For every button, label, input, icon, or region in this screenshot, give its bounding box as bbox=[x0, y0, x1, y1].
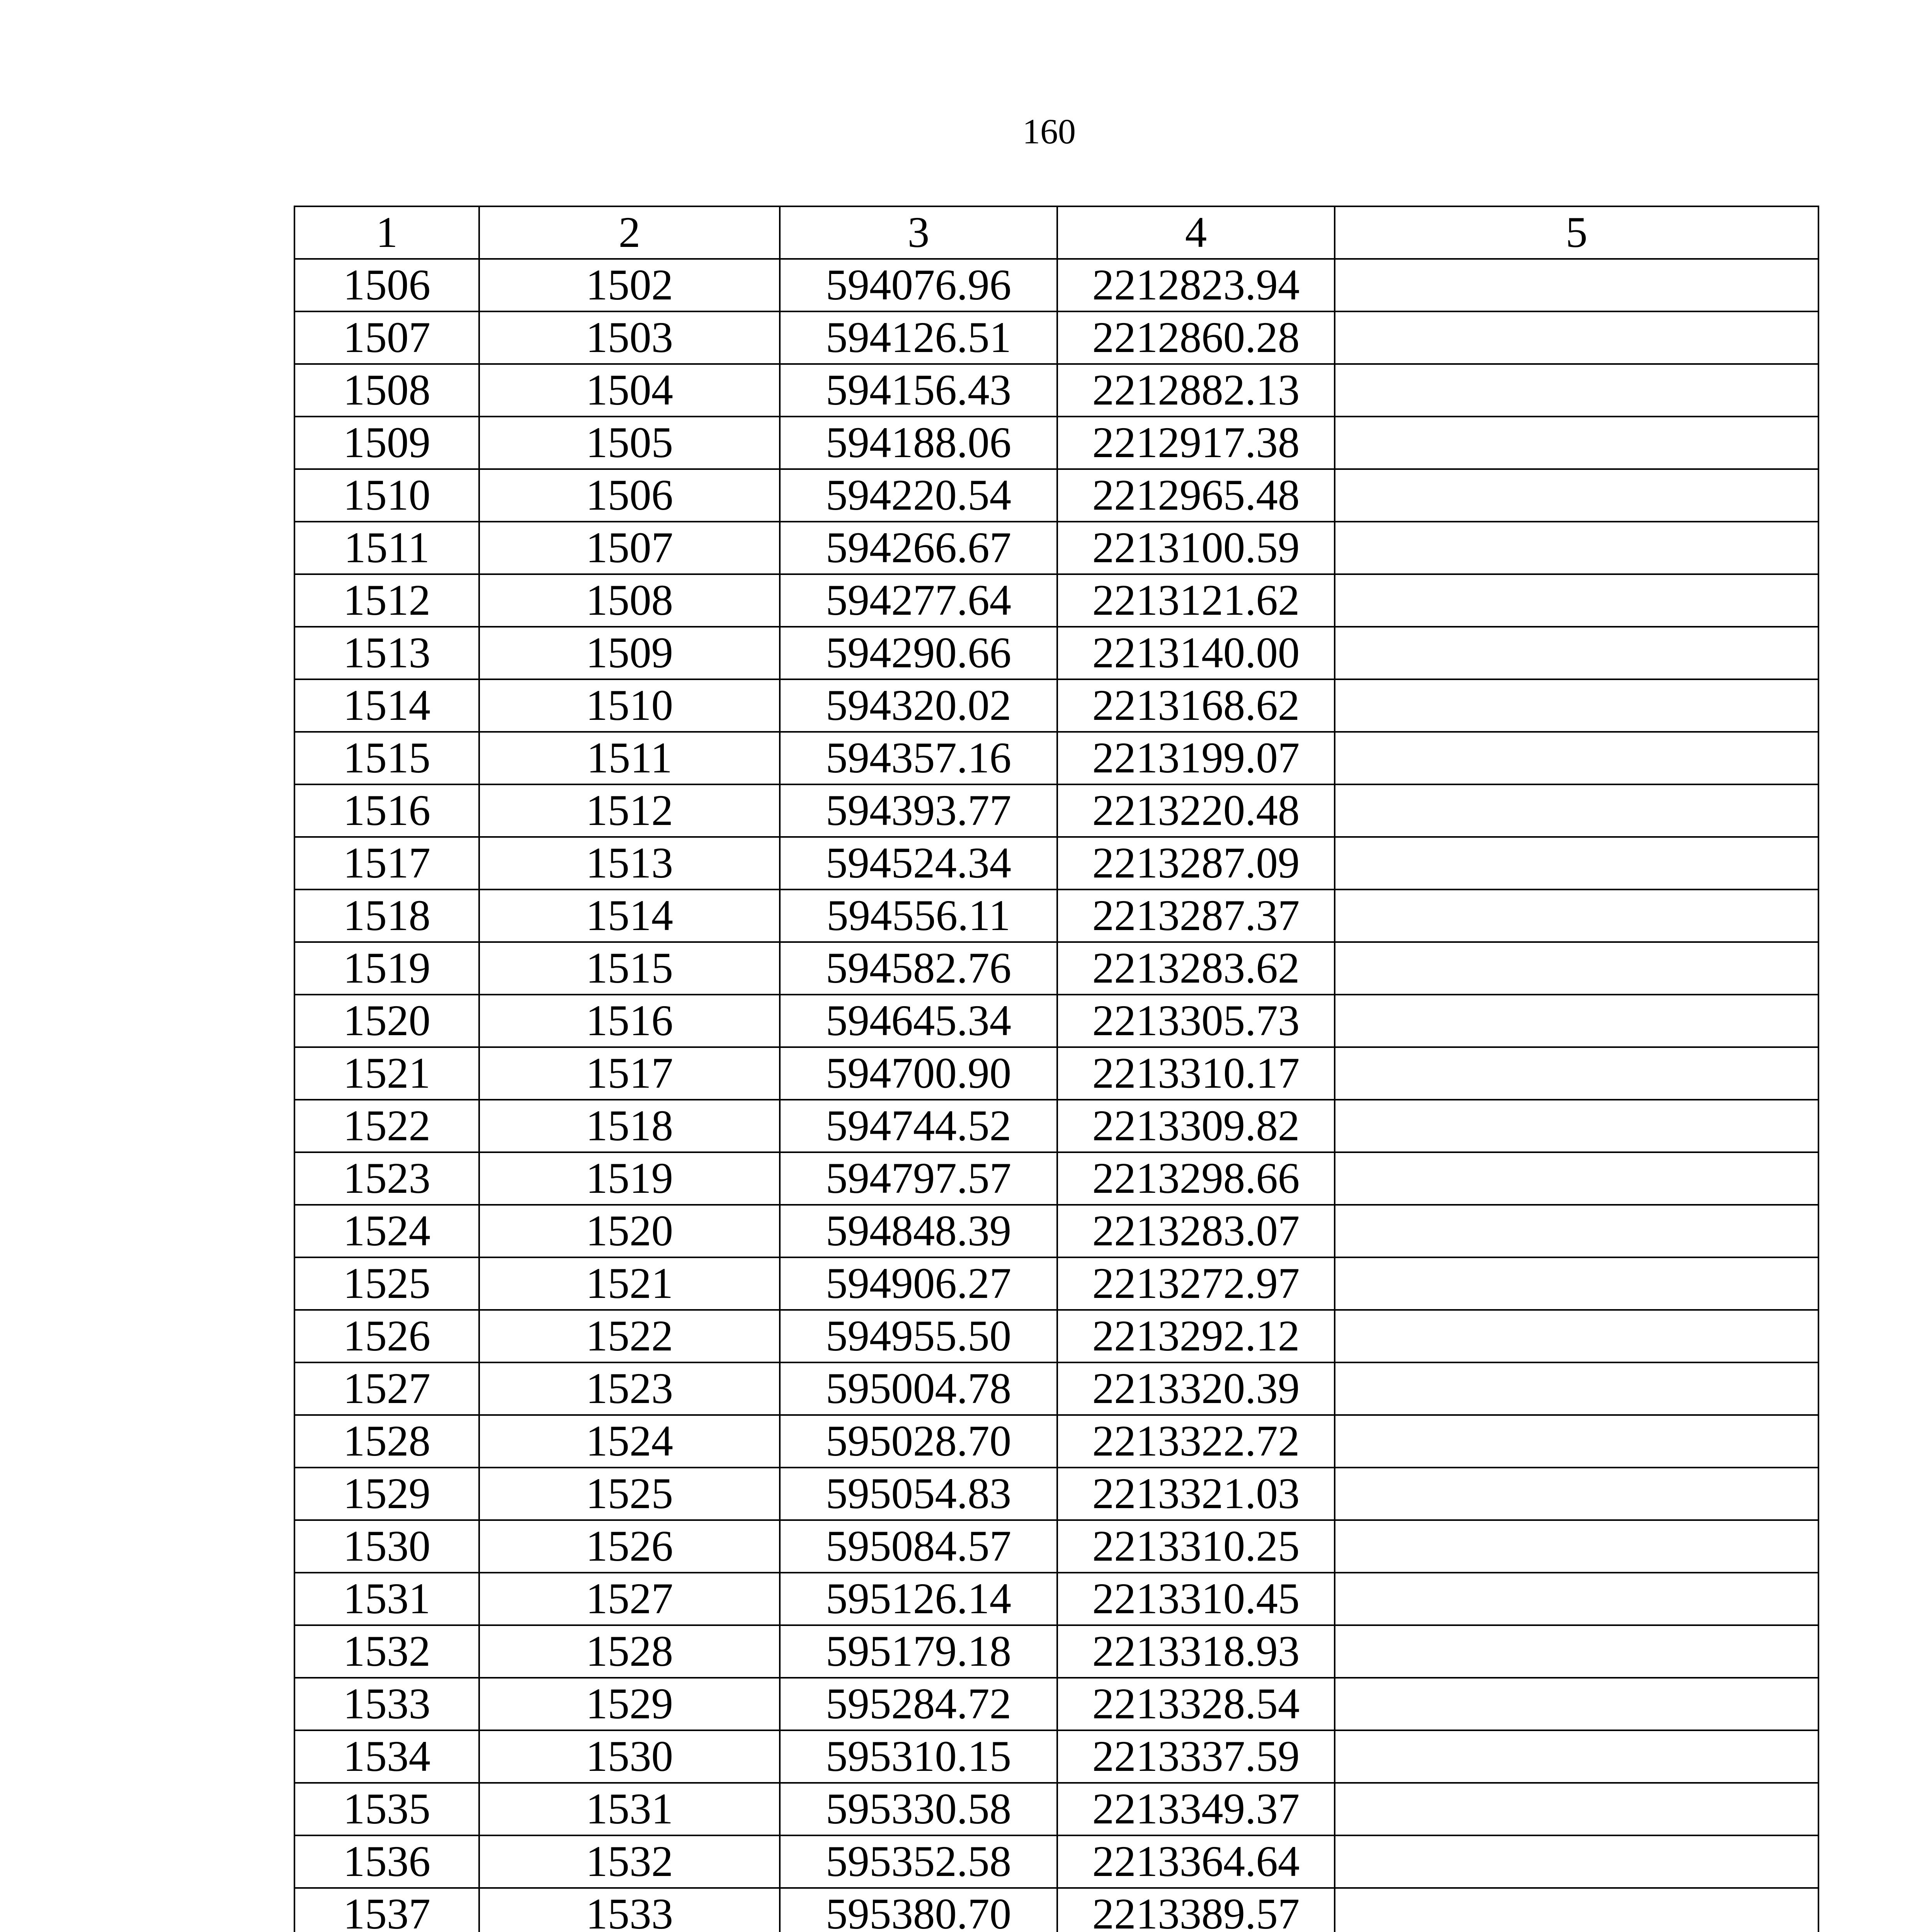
table-cell-col-4: 2213287.09 bbox=[1057, 837, 1335, 889]
table-cell-col-1: 1507 bbox=[294, 311, 479, 364]
table-cell-col-2: 1522 bbox=[479, 1310, 780, 1362]
table-row bbox=[294, 889, 1818, 942]
table-row bbox=[294, 1205, 1818, 1257]
table-cell-col-4: 2213322.72 bbox=[1057, 1415, 1335, 1468]
table-cell-col-2: 1532 bbox=[479, 1835, 780, 1888]
table-cell-col-5 bbox=[1335, 259, 1818, 311]
table-row bbox=[294, 995, 1818, 1047]
table-cell-col-3: 594220.54 bbox=[780, 469, 1057, 522]
table-cell-col-4: 2213292.12 bbox=[1057, 1310, 1335, 1362]
table-cell-col-4: 2213287.37 bbox=[1057, 889, 1335, 942]
table-row bbox=[294, 1625, 1818, 1678]
table-cell-col-4: 2213220.48 bbox=[1057, 784, 1335, 837]
table-cell-col-3: 594076.96 bbox=[780, 259, 1057, 311]
table-cell-col-5 bbox=[1335, 732, 1818, 784]
table-cell-col-1: 1537 bbox=[294, 1888, 479, 1932]
table-cell-col-1: 1519 bbox=[294, 942, 479, 995]
table-cell-col-2: 1515 bbox=[479, 942, 780, 995]
table-row bbox=[294, 574, 1818, 627]
table-cell-col-5 bbox=[1335, 784, 1818, 837]
table-cell-col-5 bbox=[1335, 995, 1818, 1047]
table-cell-col-3: 595352.58 bbox=[780, 1835, 1057, 1888]
table-cell-col-2: 1527 bbox=[479, 1573, 780, 1625]
table-cell-col-4: 2213310.45 bbox=[1057, 1573, 1335, 1625]
table-cell-col-2: 1520 bbox=[479, 1205, 780, 1257]
table-cell-col-1: 1518 bbox=[294, 889, 479, 942]
table-row bbox=[294, 1362, 1818, 1415]
table-cell-col-4: 2213305.73 bbox=[1057, 995, 1335, 1047]
table-cell-col-4: 2213283.07 bbox=[1057, 1205, 1335, 1257]
table-cell-col-2: 1518 bbox=[479, 1100, 780, 1152]
table-row bbox=[294, 837, 1818, 889]
table-cell-col-5 bbox=[1335, 1678, 1818, 1730]
table-cell-col-5 bbox=[1335, 574, 1818, 627]
table-row bbox=[294, 1100, 1818, 1152]
table-cell-col-4: 2213168.62 bbox=[1057, 679, 1335, 732]
table-cell-col-5 bbox=[1335, 942, 1818, 995]
table-cell-col-3: 594126.51 bbox=[780, 311, 1057, 364]
table-cell-col-3: 594156.43 bbox=[780, 364, 1057, 417]
table-cell-col-5 bbox=[1335, 311, 1818, 364]
table-cell-col-1: 1509 bbox=[294, 417, 479, 469]
table-row bbox=[294, 1783, 1818, 1835]
table-cell-col-5 bbox=[1335, 1730, 1818, 1783]
table-cell-col-2: 1521 bbox=[479, 1257, 780, 1310]
table-cell-col-5 bbox=[1335, 469, 1818, 522]
table-row bbox=[294, 1678, 1818, 1730]
table-header bbox=[294, 206, 1818, 259]
table-row bbox=[294, 1415, 1818, 1468]
table-cell-col-1: 1510 bbox=[294, 469, 479, 522]
table-cell-col-1: 1534 bbox=[294, 1730, 479, 1783]
table-row bbox=[294, 1730, 1818, 1783]
table-cell-col-5 bbox=[1335, 837, 1818, 889]
column-header-5: 5 bbox=[1335, 206, 1818, 259]
table-cell-col-2: 1514 bbox=[479, 889, 780, 942]
table-cell-col-1: 1517 bbox=[294, 837, 479, 889]
table-cell-col-2: 1525 bbox=[479, 1468, 780, 1520]
table-cell-col-2: 1531 bbox=[479, 1783, 780, 1835]
table-cell-col-5 bbox=[1335, 1257, 1818, 1310]
table-cell-col-1: 1521 bbox=[294, 1047, 479, 1100]
table-cell-col-1: 1533 bbox=[294, 1678, 479, 1730]
table-cell-col-4: 2212917.38 bbox=[1057, 417, 1335, 469]
table-cell-col-2: 1502 bbox=[479, 259, 780, 311]
header-row bbox=[294, 206, 1818, 259]
table-row bbox=[294, 732, 1818, 784]
table-cell-col-1: 1506 bbox=[294, 259, 479, 311]
table-row bbox=[294, 627, 1818, 679]
table-row bbox=[294, 1310, 1818, 1362]
table-cell-col-2: 1508 bbox=[479, 574, 780, 627]
table-cell-col-3: 594700.90 bbox=[780, 1047, 1057, 1100]
table-cell-col-4: 2213328.54 bbox=[1057, 1678, 1335, 1730]
table-cell-col-1: 1514 bbox=[294, 679, 479, 732]
table-cell-col-5 bbox=[1335, 679, 1818, 732]
table-row bbox=[294, 1047, 1818, 1100]
table-cell-col-5 bbox=[1335, 1100, 1818, 1152]
table-row bbox=[294, 679, 1818, 732]
table-cell-col-2: 1512 bbox=[479, 784, 780, 837]
table-cell-col-1: 1536 bbox=[294, 1835, 479, 1888]
table-cell-col-1: 1516 bbox=[294, 784, 479, 837]
table-cell-col-1: 1525 bbox=[294, 1257, 479, 1310]
page-number: 160 bbox=[1022, 112, 1076, 151]
table-cell-col-1: 1515 bbox=[294, 732, 479, 784]
table-cell-col-3: 595054.83 bbox=[780, 1468, 1057, 1520]
table-cell-col-1: 1511 bbox=[294, 522, 479, 574]
table-cell-col-3: 594848.39 bbox=[780, 1205, 1057, 1257]
table-cell-col-3: 594290.66 bbox=[780, 627, 1057, 679]
table-cell-col-4: 2213310.17 bbox=[1057, 1047, 1335, 1100]
table-cell-col-5 bbox=[1335, 1520, 1818, 1573]
table-cell-col-2: 1523 bbox=[479, 1362, 780, 1415]
table-cell-col-3: 594277.64 bbox=[780, 574, 1057, 627]
table-cell-col-3: 594582.76 bbox=[780, 942, 1057, 995]
table-row bbox=[294, 522, 1818, 574]
table-cell-col-1: 1524 bbox=[294, 1205, 479, 1257]
table-cell-col-4: 2213389.57 bbox=[1057, 1888, 1335, 1932]
table-cell-col-5 bbox=[1335, 417, 1818, 469]
table-cell-col-1: 1522 bbox=[294, 1100, 479, 1152]
table-cell-col-1: 1535 bbox=[294, 1783, 479, 1835]
table-cell-col-3: 595380.70 bbox=[780, 1888, 1057, 1932]
table-cell-col-5 bbox=[1335, 1573, 1818, 1625]
table-row bbox=[294, 1152, 1818, 1205]
table-cell-col-2: 1529 bbox=[479, 1678, 780, 1730]
column-header-4: 4 bbox=[1057, 206, 1335, 259]
column-header-3: 3 bbox=[780, 206, 1057, 259]
table-cell-col-3: 594797.57 bbox=[780, 1152, 1057, 1205]
table-cell-col-3: 595330.58 bbox=[780, 1783, 1057, 1835]
table-cell-col-2: 1526 bbox=[479, 1520, 780, 1573]
table-cell-col-1: 1523 bbox=[294, 1152, 479, 1205]
table-cell-col-4: 2213283.62 bbox=[1057, 942, 1335, 995]
table-cell-col-5 bbox=[1335, 364, 1818, 417]
table-row bbox=[294, 417, 1818, 469]
table-cell-col-1: 1513 bbox=[294, 627, 479, 679]
table-cell-col-3: 595084.57 bbox=[780, 1520, 1057, 1573]
table-cell-col-3: 595004.78 bbox=[780, 1362, 1057, 1415]
table-cell-col-1: 1508 bbox=[294, 364, 479, 417]
table-cell-col-5 bbox=[1335, 1888, 1818, 1932]
table-cell-col-4: 2213364.64 bbox=[1057, 1835, 1335, 1888]
table-row bbox=[294, 1257, 1818, 1310]
table-cell-col-2: 1524 bbox=[479, 1415, 780, 1468]
table-cell-col-4: 2213321.03 bbox=[1057, 1468, 1335, 1520]
table-cell-col-3: 594645.34 bbox=[780, 995, 1057, 1047]
table-cell-col-3: 594955.50 bbox=[780, 1310, 1057, 1362]
table-cell-col-4: 2213349.37 bbox=[1057, 1783, 1335, 1835]
table-row bbox=[294, 259, 1818, 311]
table-cell-col-2: 1505 bbox=[479, 417, 780, 469]
table-cell-col-1: 1520 bbox=[294, 995, 479, 1047]
table-cell-col-4: 2213337.59 bbox=[1057, 1730, 1335, 1783]
table-cell-col-4: 2213100.59 bbox=[1057, 522, 1335, 574]
table-cell-col-3: 594266.67 bbox=[780, 522, 1057, 574]
table-cell-col-4: 2213309.82 bbox=[1057, 1100, 1335, 1152]
table-cell-col-5 bbox=[1335, 1047, 1818, 1100]
table-cell-col-3: 595179.18 bbox=[780, 1625, 1057, 1678]
table-cell-col-4: 2212882.13 bbox=[1057, 364, 1335, 417]
table-cell-col-5 bbox=[1335, 1415, 1818, 1468]
table-cell-col-3: 594524.34 bbox=[780, 837, 1057, 889]
table-row bbox=[294, 469, 1818, 522]
table-row bbox=[294, 1468, 1818, 1520]
column-header-2: 2 bbox=[479, 206, 780, 259]
table-cell-col-4: 2213310.25 bbox=[1057, 1520, 1335, 1573]
table-cell-col-1: 1530 bbox=[294, 1520, 479, 1573]
table-cell-col-3: 594188.06 bbox=[780, 417, 1057, 469]
table-cell-col-2: 1516 bbox=[479, 995, 780, 1047]
table-row bbox=[294, 311, 1818, 364]
table-cell-col-5 bbox=[1335, 522, 1818, 574]
column-header-1: 1 bbox=[294, 206, 479, 259]
table-row bbox=[294, 942, 1818, 995]
table-cell-col-4: 2213320.39 bbox=[1057, 1362, 1335, 1415]
table-cell-col-5 bbox=[1335, 889, 1818, 942]
table-cell-col-1: 1532 bbox=[294, 1625, 479, 1678]
table-cell-col-1: 1531 bbox=[294, 1573, 479, 1625]
table-cell-col-1: 1512 bbox=[294, 574, 479, 627]
table-cell-col-5 bbox=[1335, 1468, 1818, 1520]
table-cell-col-2: 1511 bbox=[479, 732, 780, 784]
table-cell-col-5 bbox=[1335, 1362, 1818, 1415]
table-cell-col-4: 2213298.66 bbox=[1057, 1152, 1335, 1205]
table-cell-col-4: 2213318.93 bbox=[1057, 1625, 1335, 1678]
table-cell-col-4: 2213199.07 bbox=[1057, 732, 1335, 784]
table-cell-col-4: 2213140.00 bbox=[1057, 627, 1335, 679]
coordinates-table bbox=[294, 206, 1819, 1932]
table-body bbox=[294, 259, 1818, 1932]
table-row bbox=[294, 1573, 1818, 1625]
table-row bbox=[294, 784, 1818, 837]
table-cell-col-2: 1510 bbox=[479, 679, 780, 732]
table-cell-col-1: 1529 bbox=[294, 1468, 479, 1520]
table-cell-col-5 bbox=[1335, 1205, 1818, 1257]
table-cell-col-1: 1526 bbox=[294, 1310, 479, 1362]
table-cell-col-2: 1528 bbox=[479, 1625, 780, 1678]
table-cell-col-4: 2212823.94 bbox=[1057, 259, 1335, 311]
table-cell-col-4: 2213121.62 bbox=[1057, 574, 1335, 627]
table-row bbox=[294, 364, 1818, 417]
table-cell-col-3: 594906.27 bbox=[780, 1257, 1057, 1310]
table-cell-col-5 bbox=[1335, 1783, 1818, 1835]
table-cell-col-2: 1517 bbox=[479, 1047, 780, 1100]
table-cell-col-4: 2212965.48 bbox=[1057, 469, 1335, 522]
table-cell-col-1: 1528 bbox=[294, 1415, 479, 1468]
table-cell-col-2: 1519 bbox=[479, 1152, 780, 1205]
table-cell-col-2: 1509 bbox=[479, 627, 780, 679]
table-cell-col-5 bbox=[1335, 1625, 1818, 1678]
table-cell-col-4: 2212860.28 bbox=[1057, 311, 1335, 364]
table-cell-col-3: 595126.14 bbox=[780, 1573, 1057, 1625]
table-cell-col-5 bbox=[1335, 627, 1818, 679]
table-cell-col-2: 1530 bbox=[479, 1730, 780, 1783]
table-cell-col-5 bbox=[1335, 1835, 1818, 1888]
table-cell-col-2: 1513 bbox=[479, 837, 780, 889]
table-cell-col-2: 1507 bbox=[479, 522, 780, 574]
table-row bbox=[294, 1520, 1818, 1573]
table-row bbox=[294, 1835, 1818, 1888]
table-row bbox=[294, 1888, 1818, 1932]
table-cell-col-3: 595284.72 bbox=[780, 1678, 1057, 1730]
table-cell-col-2: 1504 bbox=[479, 364, 780, 417]
table-cell-col-5 bbox=[1335, 1152, 1818, 1205]
table-cell-col-2: 1533 bbox=[479, 1888, 780, 1932]
table-cell-col-2: 1506 bbox=[479, 469, 780, 522]
table-cell-col-3: 594357.16 bbox=[780, 732, 1057, 784]
table-cell-col-4: 2213272.97 bbox=[1057, 1257, 1335, 1310]
table-cell-col-2: 1503 bbox=[479, 311, 780, 364]
table-cell-col-3: 595028.70 bbox=[780, 1415, 1057, 1468]
table-cell-col-1: 1527 bbox=[294, 1362, 479, 1415]
table-cell-col-3: 594556.11 bbox=[780, 889, 1057, 942]
table-cell-col-5 bbox=[1335, 1310, 1818, 1362]
table-cell-col-3: 594393.77 bbox=[780, 784, 1057, 837]
table-cell-col-3: 595310.15 bbox=[780, 1730, 1057, 1783]
table-cell-col-3: 594320.02 bbox=[780, 679, 1057, 732]
table-cell-col-3: 594744.52 bbox=[780, 1100, 1057, 1152]
